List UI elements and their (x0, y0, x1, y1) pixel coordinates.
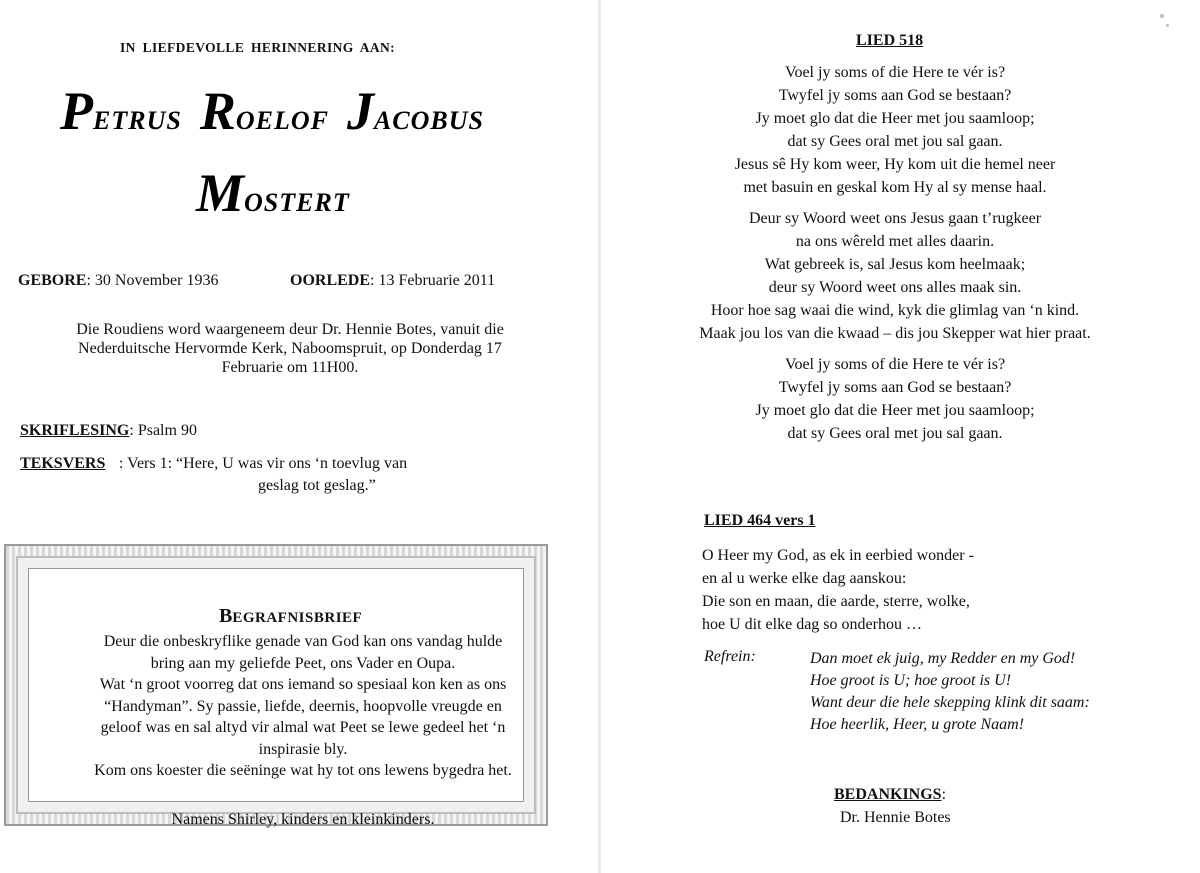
letter-body (57, 631, 549, 782)
funeral-letter-frame (4, 544, 548, 826)
died-value: : 13 Februarie 2011 (370, 272, 496, 289)
service-line: Februarie om 11H00. (221, 359, 359, 376)
acknowledgements-colon: : (941, 786, 947, 803)
service-line: Nederduitsche Hervormde Kerk, Naboomspruit, op Donderdag 17 (78, 340, 502, 357)
hymn-line: Jesus sê Hy kom weer, Hy kom uit die hemel neer (734, 156, 1056, 173)
textverse-line: geslag tot geslag.” (258, 477, 376, 494)
letter-line: Deur die onbeskryflike genade van God kan ons vandag hulde (103, 633, 503, 650)
hymn-518-stanza-2 (660, 207, 1130, 345)
hymn-line: met basuin en geskal kom Hy al sy mense haal. (743, 179, 1047, 196)
hymn-464-verse (702, 544, 974, 636)
letter-signature: Namens Shirley, kinders en kleinkinders. (171, 811, 435, 828)
letter-line: bring aan my geliefde Peet, ons Vader en Oupa. (150, 654, 456, 672)
letter-line: inspirasie bly. (258, 740, 348, 758)
letter-line: Wat ‘n groot voorreg dat ons iemand so spesiaal kon ken as ons (99, 676, 507, 693)
refrain (810, 648, 1090, 736)
hymn-line: dat sy Gees oral met jou sal gaan. (787, 133, 1003, 150)
hymn-line: Deur sy Woord weet ons Jesus gaan t’rugkeer (748, 210, 1042, 227)
hymn-line: na ons wêreld met alles daarin. (795, 233, 995, 250)
given-name-2: ROELOF (199, 81, 329, 141)
right-page (600, 0, 1200, 873)
scripture-value: : Psalm 90 (129, 422, 197, 439)
service-notice (30, 320, 550, 377)
textverse-label: TEKSVERS (20, 455, 106, 472)
textverse-line: : Vers 1: “Here, U was vir ons ‘n toevlug van (119, 455, 408, 472)
hymn-line: Voel jy soms of die Here te vér is? (784, 64, 1006, 81)
born-label: GEBORE (18, 272, 87, 289)
born-value: : 30 November 1936 (86, 272, 219, 289)
hymn-line: O Heer my God, as ek in eerbied wonder - (702, 547, 974, 564)
hymn-line: hoe U dit elke dag so onderhou … (702, 616, 922, 633)
acknowledgements-label: BEDANKINGS (834, 786, 942, 803)
funeral-letter (28, 568, 524, 828)
letter-line: Kom ons koester die seëninge wat hy tot ons lewens bygedra het. (94, 762, 512, 779)
refrain-line: Dan moet ek juig, my Redder en my God! (810, 650, 1076, 667)
hymn-line: Die son en maan, die aarde, sterre, wolke, (702, 593, 970, 610)
service-line: Die Roudiens word waargeneem deur Dr. Hennie Botes, vanuit die (76, 321, 504, 338)
letter-line: geloof was en sal altyd vir almal wat Peet se lewe gedeel het ‘n (100, 719, 506, 736)
hymn-line: deur sy Woord weet ons alles maak sin. (768, 279, 1022, 296)
given-name-1: PETRUS (60, 81, 182, 141)
letter-title: BEGRAFNISBRIEF (219, 605, 363, 627)
acknowledgements-heading (834, 786, 946, 804)
refrain-line: Hoe groot is U; hoe groot is U! (810, 672, 1012, 689)
hymn-line: dat sy Gees oral met jou sal gaan. (787, 425, 1003, 442)
text-verse-label-row (20, 455, 105, 473)
memorial-heading: IN LIEFDEVOLLE HERINNERING AAN: (120, 40, 396, 55)
refrain-label: Refrein: (704, 648, 756, 665)
deceased-given-names (60, 80, 484, 142)
hymn-518-stanza-1 (660, 61, 1130, 199)
hymn-line: Hoor hoe sag waai die wind, kyk die glimlag van ‘n kind. (710, 302, 1080, 319)
hymn-line: Voel jy soms of die Here te vér is? (784, 356, 1006, 373)
hymn-line: Jy moet glo dat die Heer met jou saamloop; (755, 110, 1035, 127)
hymn-518-title: LIED 518 (856, 32, 924, 49)
given-name-3: JACOBUS (346, 81, 485, 141)
hymn-line: Twyfel jy soms aan God se bestaan? (778, 87, 1012, 104)
hymn-line: Maak jou los van die kwaad – dis jou Skepper wat hier praat. (699, 325, 1091, 342)
hymn-464-title: LIED 464 vers 1 (704, 512, 816, 529)
acknowledgements-name: Dr. Hennie Botes (840, 809, 951, 826)
hymn-line: Wat gebreek is, sal Jesus kom heelmaak; (764, 256, 1026, 273)
letter-line: “Handyman”. Sy passie, liefde, deernis, hoopvolle vreugde en (104, 697, 502, 715)
refrain-line: Hoe heerlik, Heer, u grote Naam! (810, 716, 1025, 733)
birth-date (18, 272, 218, 290)
scripture-reading (20, 422, 197, 440)
scripture-label: SKRIFLESING (20, 422, 130, 439)
hymn-518-stanza-3 (660, 353, 1130, 445)
hymn-line: Twyfel jy soms aan God se bestaan? (778, 379, 1012, 396)
died-label: OORLEDE (290, 272, 371, 289)
hymn-line: Jy moet glo dat die Heer met jou saamloop; (755, 402, 1035, 419)
death-date (290, 272, 495, 290)
hymn-line: en al u werke elke dag aanskou: (702, 570, 907, 587)
paper-speck (1160, 14, 1164, 18)
refrain-line: Want deur die hele skepping klink dit saam: (810, 694, 1090, 711)
deceased-surname: MOSTERT (196, 163, 350, 223)
paper-speck (1166, 24, 1169, 27)
